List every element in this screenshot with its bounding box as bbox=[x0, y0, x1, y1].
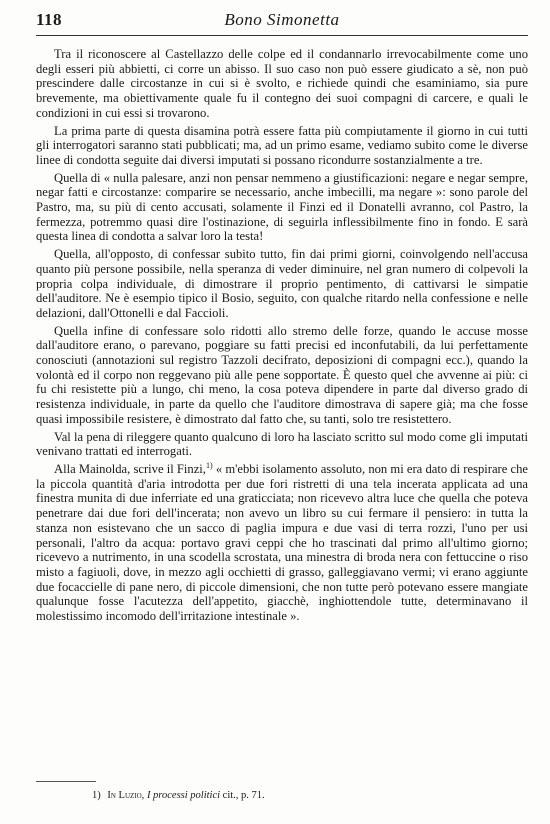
paragraph: Quella, all'opposto, di confessar subito tutto, fin dai primi giorni, coinvolgendo nell'accusa quanto più persone possibile, nella speranza di veder diminuire, nel gran numero di colpevoli la propria colpa individuale, di dimostrare il proprio pentimento, di cattivarsi le simpatie dell'auditore. Ne è esempio tipico il Bosio, seguito, con qualche ritardo nella confessione e nelle delazioni, dall'Ottonelli e dal Faccioli. bbox=[36, 247, 528, 320]
footnote-number: 1) bbox=[92, 790, 101, 801]
running-title: Bono Simonetta bbox=[224, 10, 340, 29]
quoted-testimony: « m'ebbi isolamento assoluto, non mi era dato di respirare che la piccola quantità d'aria introdotta per due fori ristretti di una tela incerata applicata ad una finestra munita di due inferriate ed una graticciata; non ricevevo altra luce che quella che poteva penetrare dai due fori dell'incerata; non avevo un libro su cui fermare il pensiero: in tutta la stanza non esistevano che un sacco di paglia impura e due vasi di terra rozzi, l'uno per usi personali, l'altro da acqua: portavo gravi ceppi che ho trascinati dal primo all'ultimo giorno; ricevevo a nutrimento, in una scodella scrostata, una minestra di broda nera con fettuccine o riso misto a fagiuoli, dove, in mezzo agli occhietti di grasso, galleggiavano vermi; vi erano aggiunte due focaccielle di pane nero, di piccole dimensioni, che non tutte però potevano essere mangiate qualunque fosse l'acutezza dell'appetito, giacchè, inghiottendole tutte, determinavano il molestissimo incomodo dell'irritazione intestinale ». bbox=[36, 461, 529, 624]
header-rule bbox=[36, 35, 528, 36]
footnote-author: In Luzio, bbox=[107, 790, 145, 801]
paragraph: Tra il riconoscere al Castellazzo delle colpe ed il condannarlo irrevocabilmente come uno degli esseri più abbietti, ci corre un abisso. Il suo caso non può essere giudicato a sè, non può prescindere dalle circostanze in cui si è svolto, e richiede quindi che esaminiamo, sia pure brevemente, ma obiettivamente quale fu il contegno dei suoi compagni di carcere, e quali le condizioni in cui essi si trovarono. bbox=[36, 47, 528, 120]
quote-lead: Alla Mainolda, scrive il Finzi, bbox=[54, 461, 206, 476]
page-header bbox=[36, 10, 528, 34]
footnote bbox=[92, 789, 522, 802]
quote-paragraph bbox=[36, 462, 528, 624]
page-number: 118 bbox=[36, 10, 63, 29]
paragraph: Quella di « nulla palesare, anzi non pensar nemmeno a giustificazioni: negare e negar sempre, negar fatti e circostanze: comparire se necessario, anche imbecilli, ma negare »: sono parole del Pastro, ma, su più di cento accusati, solamente il Finzi ed il Donatelli avranno, col Pastro, la fermezza, potremmo quasi dire l'ostinazione, di seguirla inflessibilmente fino in fondo. E sarà questa linea di condotta a salvar loro la testa! bbox=[36, 170, 528, 244]
footnote-citation: cit., p. 71. bbox=[222, 790, 265, 801]
footnote-title: I processi politici bbox=[146, 790, 221, 801]
body-text bbox=[36, 47, 528, 624]
footnote-rule bbox=[36, 781, 96, 782]
paragraph: Quella infine di confessare solo ridotti allo stremo delle forze, quando le accuse mosse dall'auditore erano, o parevano, poggiare su fatti precisi ed inconfutabili, da lui perfettamente conosciuti (annotazioni sul registro Tazzoli decifrato, deposizioni di compagni ecc.), quando la volontà ed il corpo non reggevano più alle pene sopportate. È questo quel che avvenne ai più: ci fu chi resistette più a lungo, chi meno, la cosa poteva dipendere in parte dal diverso grado di resistenza individuale, in parte da quello che l'auditore dimostrava di sapere già; ma che fosse quasi impossibile resistere, è dimostrato dal fatto che, su tanti, solo tre resistettero. bbox=[36, 323, 528, 426]
footnote-reference[interactable]: 1) bbox=[205, 460, 213, 470]
paragraph: La prima parte di questa disamina potrà essere fatta più compiutamente il giorno in cui tutti gli interrogatori saranno stati pubblicati; ma, ad un primo esame, vediamo subito come le diverse linee di condotta seguite dai diversi imputati si possano ricondurre sostanzialmente a tre. bbox=[36, 123, 528, 167]
paragraph: Val la pena di rileggere quanto qualcuno di loro ha lasciato scritto sul modo come gli imputati venivano trattati ed interrogati. bbox=[36, 429, 528, 459]
